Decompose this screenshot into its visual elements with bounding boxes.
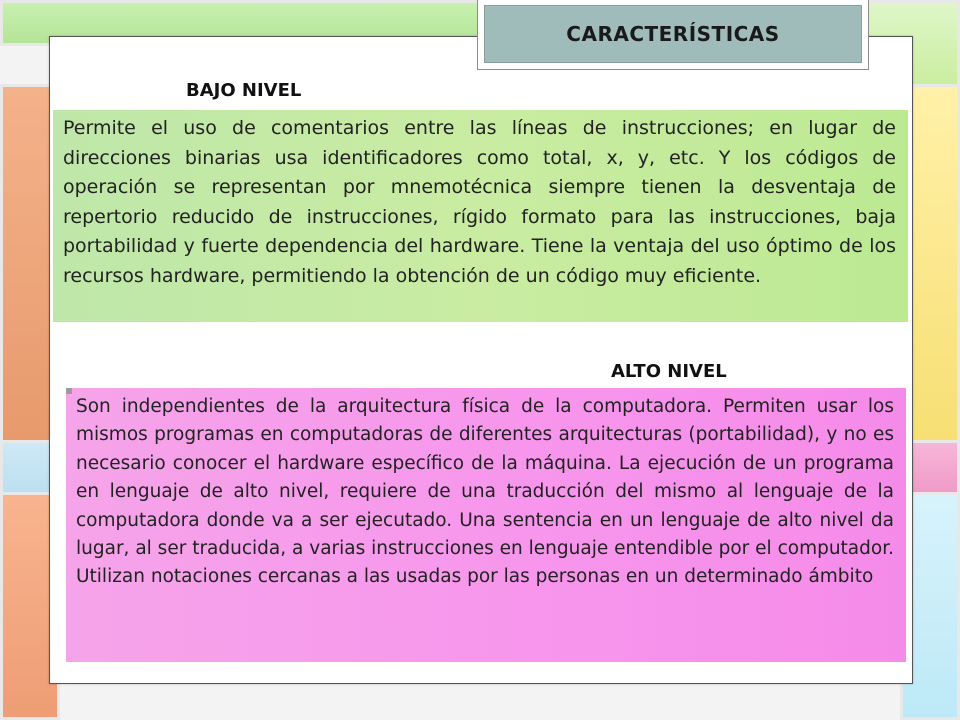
title-banner: [484, 5, 862, 63]
bajo-nivel-heading: BAJO NIVEL: [186, 80, 302, 101]
alto-nivel-text-box: Son independientes de la arquitectura física de la computadora. Permiten usar los mismos programas en computadoras de diferentes arquitecturas (portabilidad), y no es necesario conocer el hardware específico de la máquina. La ejecución de un programa en lenguaje de alto nivel, requiere de una traducción del mismo al lenguaje de la computadora donde va a ser ejecutado. Una sentencia en un lenguaje de alto nivel da lugar, al ser traducida, a varias instrucciones en lenguaje entendible por el computador. Utilizan notaciones cercanas a las usadas por las personas en un determinado ámbito: [66, 388, 906, 662]
box-corner-marker: [66, 388, 72, 394]
bajo-nivel-text-box: Permite el uso de comentarios entre las líneas de instrucciones; en lugar de direcciones binarias usa identificadores como total, x, y, etc. Y los códigos de operación se representan por mnemotécnica siempre tienen la desventaja de repertorio reducido de instrucciones, rígido formato para las instrucciones, baja portabilidad y fuerte dependencia del hardware. Tiene la ventaja del uso óptimo de los recursos hardware, permitiendo la obtención de un código muy eficiente.: [53, 110, 908, 322]
title-tab: [477, 0, 869, 70]
alto-nivel-heading: ALTO NIVEL: [611, 361, 727, 382]
slide-title: CARACTERÍSTICAS: [566, 22, 780, 46]
